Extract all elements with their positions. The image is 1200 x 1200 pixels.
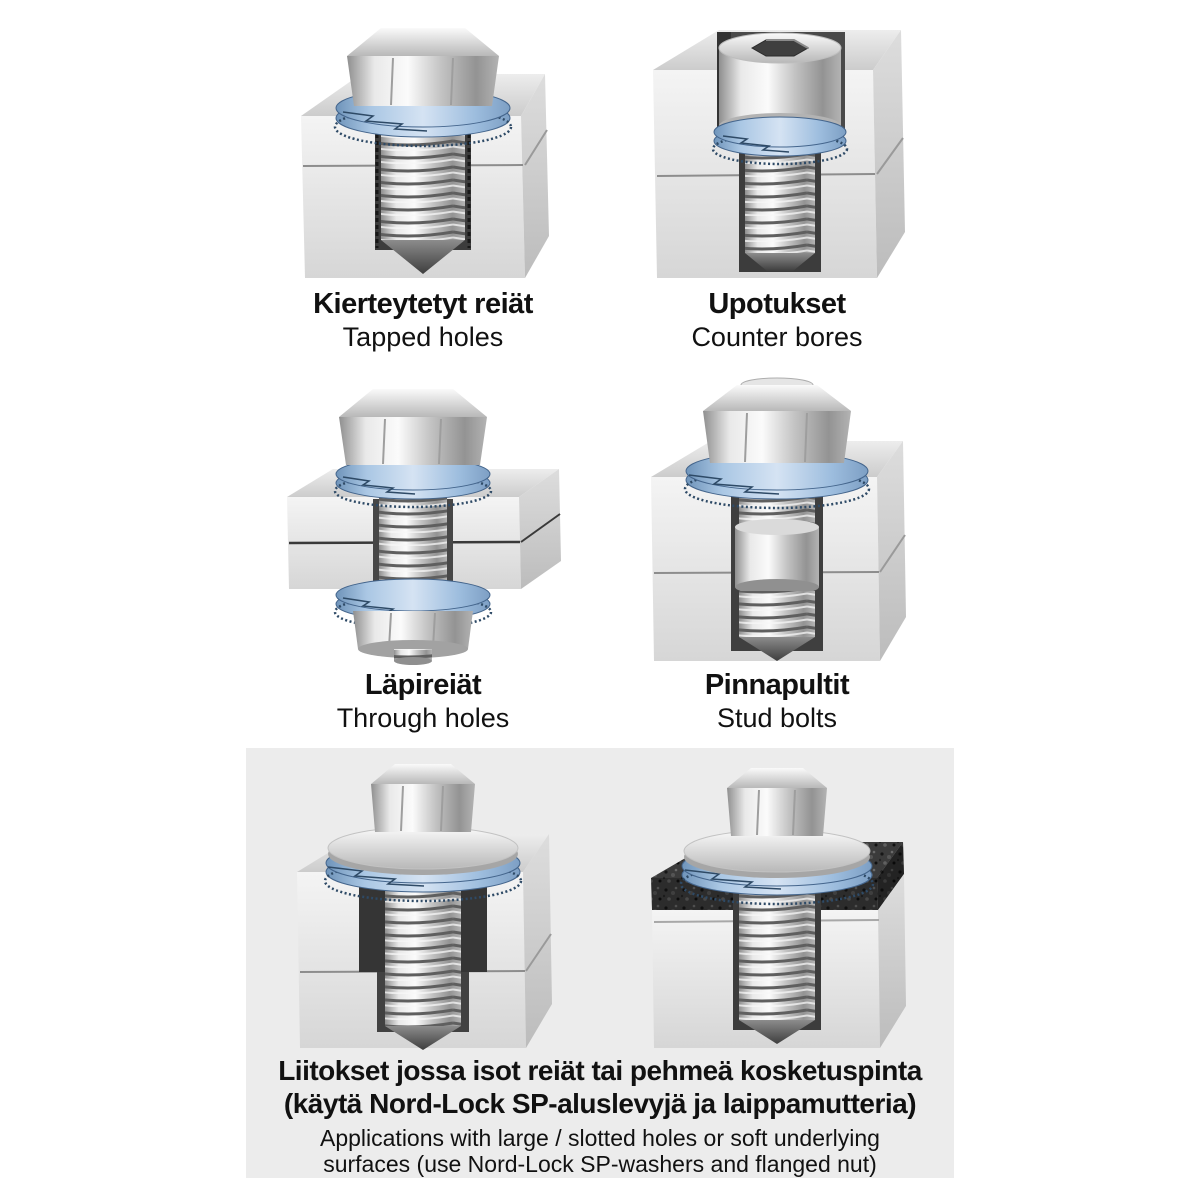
tapped-holes-illustration bbox=[273, 8, 573, 284]
tapped-holes-title-en: Tapped holes bbox=[342, 322, 504, 352]
cell-counter-bores bbox=[600, 8, 954, 284]
label-row-1 bbox=[246, 288, 954, 353]
soft-surface-panel bbox=[246, 748, 954, 1178]
tapped-holes-title-fi: Kierteytetyt reiät bbox=[313, 288, 533, 320]
stud-bolts-title-fi: Pinnapultit bbox=[704, 669, 850, 701]
bolt-threaded-shank bbox=[739, 872, 815, 1044]
hex-bolt-head bbox=[347, 28, 499, 106]
panel-caption-en-line2: surfaces (use Nord-Lock SP-washers and flanged nut) bbox=[323, 1151, 877, 1177]
large-slotted-holes-illustration bbox=[273, 760, 573, 1052]
counter-bores-title-fi: Upotukset bbox=[708, 288, 846, 320]
label-counter-bores bbox=[600, 288, 954, 353]
bolt-thread-protrusion bbox=[394, 649, 432, 665]
label-through-holes bbox=[246, 669, 600, 734]
panel-caption-fi-line2: (käytä Nord-Lock SP-aluslevyjä ja laippamutteria) bbox=[283, 1088, 917, 1119]
label-row-2 bbox=[246, 669, 954, 734]
bolt-threaded-shank bbox=[385, 866, 461, 1050]
flange-bolt-head bbox=[684, 768, 870, 878]
panel-caption-fi-line1: Liitokset jossa isot reiät tai pehmeä kosketuspinta bbox=[278, 1055, 922, 1086]
through-holes-title-fi: Läpireiät bbox=[364, 669, 482, 701]
soft-surface-illustration bbox=[627, 760, 927, 1052]
cell-through-holes bbox=[246, 377, 600, 665]
counter-bores-title-en: Counter bores bbox=[691, 322, 863, 352]
hex-nut bbox=[703, 385, 851, 463]
label-tapped-holes bbox=[246, 288, 600, 353]
label-stud-bolts bbox=[600, 669, 954, 734]
through-holes-illustration bbox=[273, 377, 573, 665]
panel-caption-en bbox=[246, 1125, 954, 1177]
flange-bolt-head bbox=[328, 764, 518, 875]
panel-caption bbox=[246, 1054, 954, 1177]
cell-tapped-holes bbox=[246, 8, 600, 284]
content-column bbox=[246, 0, 954, 1178]
stud-bolts-title-en: Stud bolts bbox=[716, 703, 838, 733]
cell-large-holes bbox=[246, 760, 600, 1052]
illustration-row-2 bbox=[246, 377, 954, 665]
hex-bolt-head bbox=[339, 389, 487, 465]
panel-caption-en-line1: Applications with large / slotted holes or soft underlying bbox=[320, 1125, 880, 1151]
stud-bolts-illustration bbox=[627, 377, 927, 665]
cell-soft-surface bbox=[600, 760, 954, 1052]
counter-bores-illustration bbox=[627, 8, 927, 284]
through-holes-title-en: Through holes bbox=[336, 703, 510, 733]
cell-stud-bolts bbox=[600, 377, 954, 665]
illustration-row-1 bbox=[246, 0, 954, 284]
illustration-row-3 bbox=[246, 760, 954, 1052]
